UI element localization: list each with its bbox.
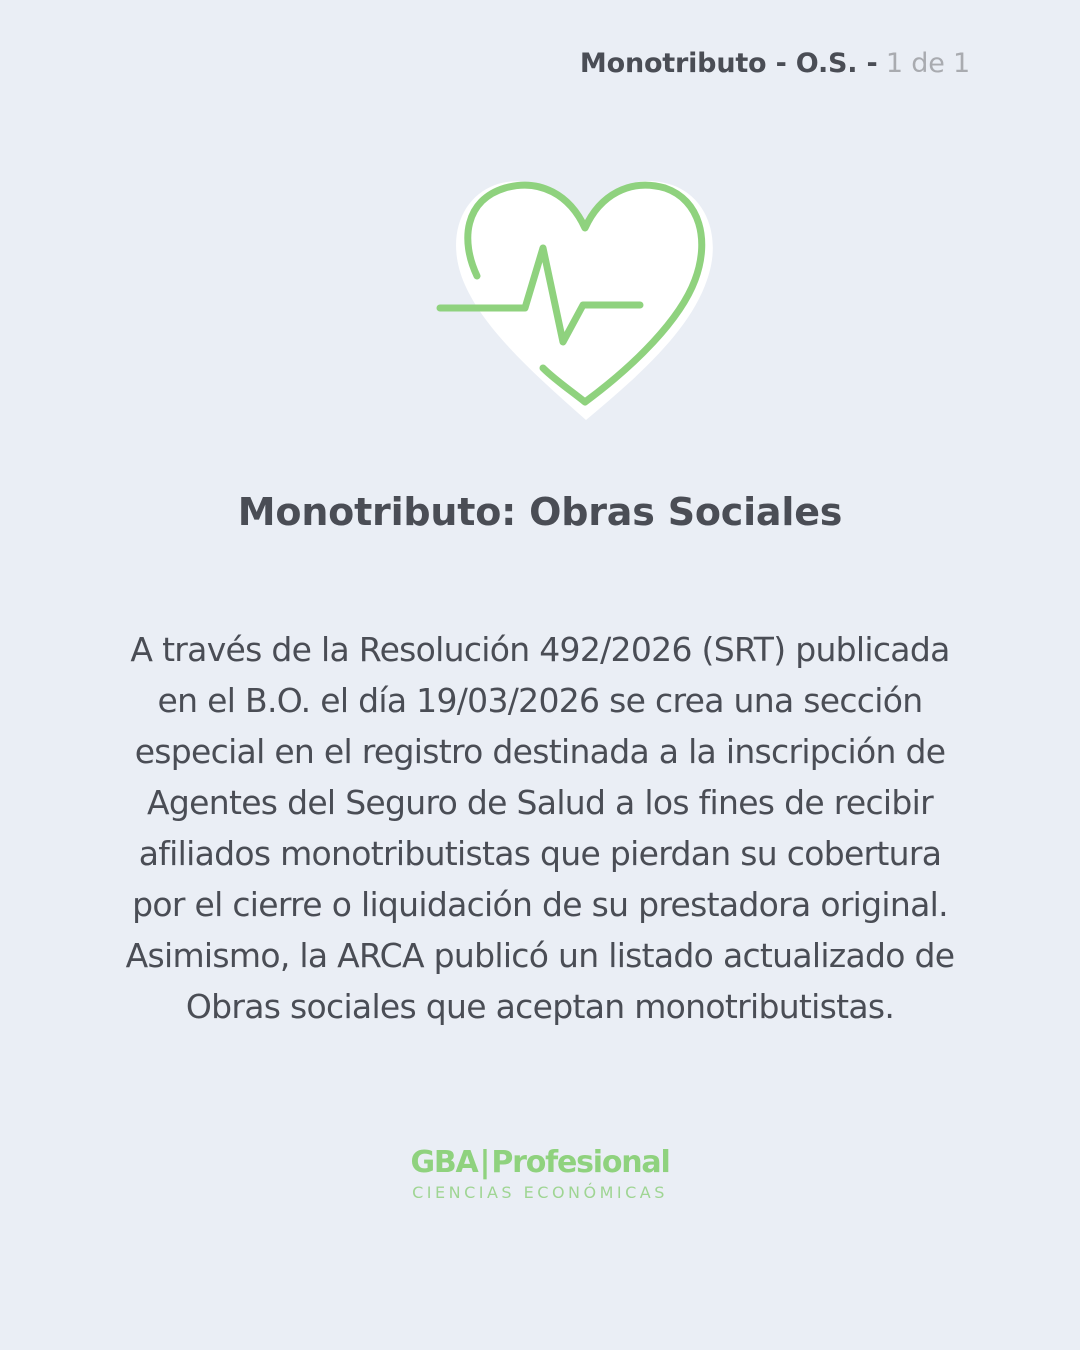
body-line: Obras sociales que aceptan monotributistas. [185,987,895,1026]
body-line: por el cierre o liquidación de su prestadora original. [132,885,948,924]
body-line: en el B.O. el día 19/03/2026 se crea una sección [157,681,923,720]
page-title: Monotributo: Obras Sociales [237,490,843,534]
logo-separator: | [479,1145,490,1180]
logo-left: GBA [410,1145,478,1180]
body-line: Asimismo, la ARCA publicó un listado actualizado de [125,936,955,975]
header-topic: Monotributo - O.S. - [579,48,878,79]
brand-logo [0,1143,1080,1203]
page-indicator: 1 de 1 [885,48,970,79]
body-line: Agentes del Seguro de Salud a los fines de recibir [147,783,933,822]
logo-tagline: CIENCIAS ECONÓMICAS [412,1183,668,1202]
logo-right: Profesional [491,1145,670,1180]
page-header [580,44,970,84]
body-paragraph [60,624,1020,1032]
heart-pulse-icon [425,170,725,430]
logo-wordmark [0,1143,1080,1183]
body-line: especial en el registro destinada a la inscripción de [134,732,946,771]
body-line: A través de la Resolución 492/2026 (SRT) publicada [130,630,950,669]
body-line: afiliados monotributistas que pierdan su cobertura [138,834,942,873]
